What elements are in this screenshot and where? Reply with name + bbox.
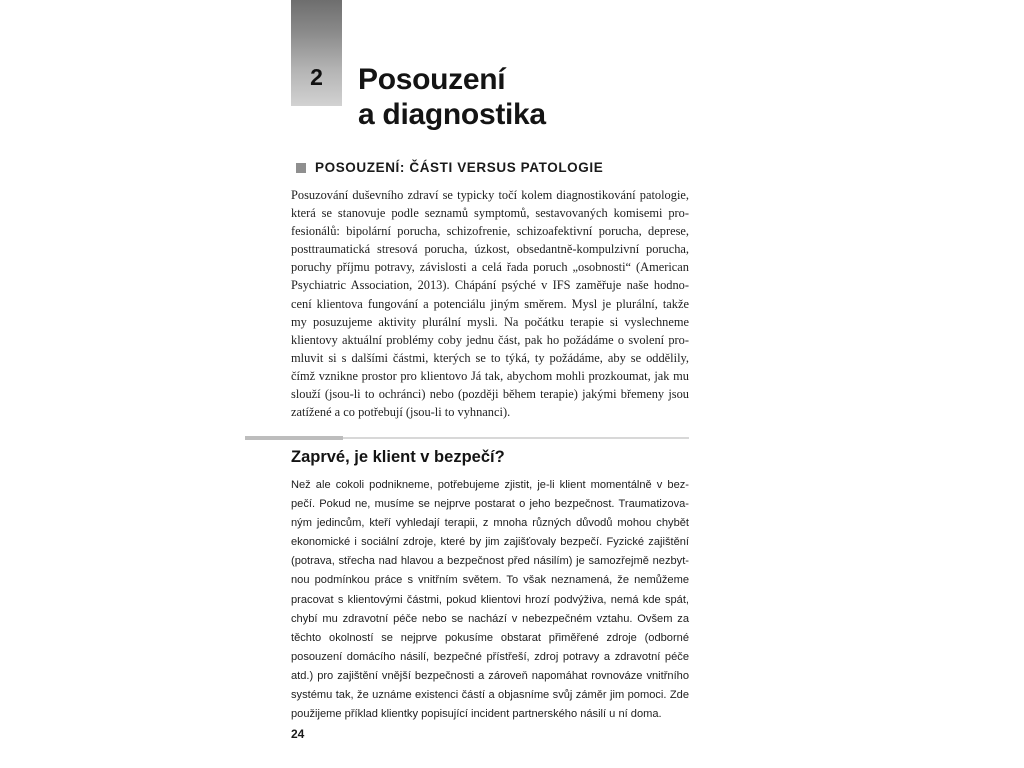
- paragraph-line: těchto okolností se nejprve pokusíme obstarat přiměřené zdroje (odborné: [291, 631, 689, 644]
- paragraph-line: my posuzujeme aktivity plurální mysli. Na počátku terapie si vyslechneme: [291, 314, 689, 329]
- paragraph-line: mluvit si s dalšími částmi, kterých se to týká, ty požádáme, aby se oddělily,: [291, 350, 689, 365]
- chapter-title-line-1: Posouzení: [358, 63, 506, 96]
- section-heading: [296, 160, 603, 175]
- paragraph-line: zatížené a co potřebují (jsou-li to vyhnanci).: [291, 405, 511, 420]
- subsection-heading: Zaprvé, je klient v bezpečí?: [291, 448, 505, 466]
- paragraph-line: posouzení domácího násilí, bezpečné přístřeší, zdroj potravy a zdravotní péče: [291, 650, 689, 663]
- paragraph-line: Než ale cokoli podnikneme, potřebujeme zjistit, je-li klient momentálně v bez-: [291, 479, 689, 491]
- section-divider-accent: [245, 436, 343, 440]
- chapter-number: 2: [310, 64, 323, 90]
- paragraph-line: nou podmínkou práce s vnitřním světem. To však neznamená, že nemůžeme: [291, 574, 689, 587]
- paragraph-line: (potrava, střecha nad hlavou a bezpečnost před násilím) je samozřejmě nezbyt-: [291, 555, 689, 568]
- paragraph-line: která se stanovuje podle seznamů symptomů, sestavovaných komisemi pro-: [291, 206, 689, 221]
- paragraph-line: slouží (jsou-li to ochránci) nebo (později během terapie) jakými břemeny jsou: [291, 387, 689, 402]
- paragraph-line: pracovat s klientovými částmi, pokud klientovi hrozí podvýživa, nemá kde spát,: [291, 593, 689, 606]
- paragraph-line: fesionálů: bipolární porucha, schizofrenie, schizoafektivní porucha, deprese,: [291, 224, 689, 239]
- paragraph-line: klientovy aktuální problémy coby jednu část, pak ho požádáme o svolení pro-: [291, 332, 689, 347]
- paragraph-line: posttraumatická stresová porucha, úzkost, obsedantně-kompulzivní porucha,: [291, 242, 689, 257]
- paragraph-line: atd.) pro zajištění vnější bezpečnosti a zároveň napomáhat rovnováze vnitřního: [291, 669, 689, 682]
- chapter-title: [358, 62, 546, 132]
- page-number: 24: [291, 727, 305, 741]
- chapter-tab: [291, 0, 342, 106]
- section-heading-text: POSOUZENÍ: ČÁSTI VERSUS PATOLOGIE: [315, 160, 604, 175]
- paragraph-line: použijeme příklad klientky popisující incident partnerského násilí u ní doma.: [291, 708, 662, 721]
- paragraph-line: cení klientova fungování a potenciálu jiným směrem. Mysl je plurální, takže: [291, 296, 689, 311]
- subsection-paragraph: [291, 476, 689, 724]
- section-divider: [343, 437, 689, 439]
- paragraph-line: Psychiatric Association, 2013). Chápání psýché v IFS zaměřuje naše hodno-: [291, 278, 689, 293]
- square-bullet-icon: [296, 163, 306, 173]
- paragraph-line: ným jedincům, kteří vyhledají terapii, z mnoha různých důvodů mohou chybět: [291, 517, 689, 530]
- paragraph-line: Posuzování duševního zdraví se typicky točí kolem diagnostikování patologie,: [291, 188, 689, 202]
- section-paragraph: [291, 186, 689, 421]
- paragraph-line: systému tak, že uznáme existenci částí a objasníme svůj záměr jim pomoci. Zde: [291, 689, 689, 702]
- paragraph-line: ekonomické i sociální zdroje, které by jim zajišťovaly bezpečí. Fyzické zajištění: [291, 536, 689, 549]
- paragraph-line: poruchy příjmu potravy, závislosti a celá řada poruch „osobnosti“ (American: [291, 260, 689, 275]
- paragraph-line: čímž vznikne prostor pro klientovo Já tak, abychom mohli prozkoumat, jak mu: [291, 368, 689, 383]
- paragraph-line: pečí. Pokud ne, musíme se nejprve postarat o jeho bezpečnost. Traumatizova-: [291, 498, 689, 511]
- chapter-title-line-2: a diagnostika: [358, 98, 546, 131]
- paragraph-line: chybí mu zdravotní péče nebo se nachází v nebezpečném vztahu. Ovšem za: [291, 612, 689, 625]
